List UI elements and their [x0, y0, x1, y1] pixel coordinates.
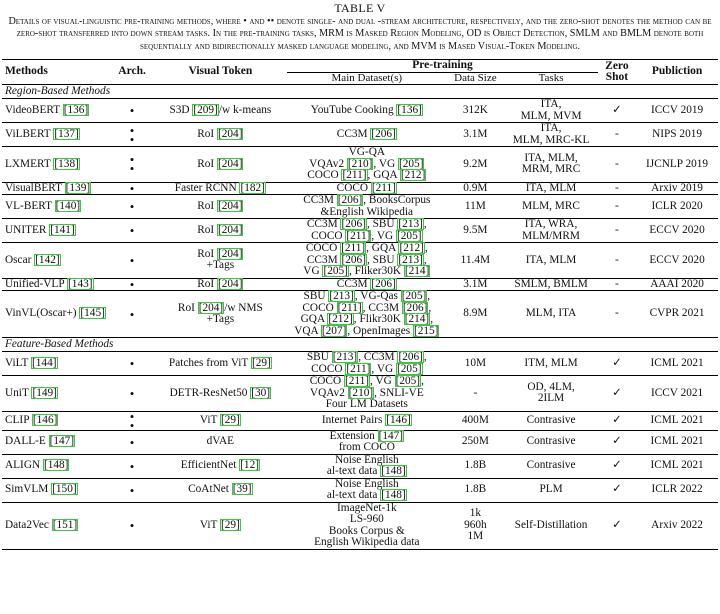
citation-ref[interactable]: [210]: [348, 386, 374, 399]
visual-token-cell: ViT [29]: [153, 502, 287, 549]
zero-shot-cell: ✓: [598, 99, 637, 123]
dataset-cell: SBU [213], CC3M [206], COCO [211], VG [205]: [287, 352, 446, 376]
citation-ref[interactable]: [148]: [43, 459, 69, 472]
citation-ref[interactable]: [205]: [399, 157, 424, 170]
data-size-cell: 1k 960h 1M: [446, 502, 504, 549]
dataset-cell: Noise English al-text data [148]: [287, 454, 446, 478]
publication-cell: ICML 2021: [636, 430, 718, 454]
arch-cell: •: [111, 278, 154, 291]
zero-shot-cell: -: [598, 195, 637, 219]
publication-cell: Arxiv 2019: [636, 182, 718, 195]
data-size-cell: 10M: [446, 352, 504, 376]
publication-cell: NIPS 2019: [636, 123, 718, 147]
citation-ref[interactable]: [205]: [323, 265, 348, 278]
tasks-cell: ITA, MLM, MRM, MRC: [504, 147, 597, 183]
visual-token-cell: RoI [204]: [153, 195, 287, 219]
table-row: [2, 123, 718, 147]
visual-token-cell: RoI [204]: [153, 219, 287, 243]
tasks-cell: PLM: [504, 478, 597, 502]
visual-token-cell: ViT [29]: [153, 411, 287, 430]
zero-shot-cell: ✓: [598, 454, 637, 478]
citation-ref[interactable]: [29]: [221, 518, 240, 531]
dataset-cell: SBU [213], VG-Qas [205], COCO [211], CC3M [206], GQA [212], Flikr30K [214], VQA [207], OpenImages [215]: [287, 291, 446, 338]
data-size-cell: 9.5M: [446, 219, 504, 243]
arch-cell: •: [111, 243, 154, 279]
citation-ref[interactable]: [150]: [52, 483, 77, 496]
citation-ref[interactable]: [211]: [346, 362, 371, 375]
col-publication: Publiction: [651, 65, 703, 78]
table-row: [2, 430, 718, 454]
method-cell: CLIP [146]: [2, 411, 111, 430]
citation-ref[interactable]: [212]: [399, 242, 424, 255]
zero-shot-cell: -: [598, 278, 637, 291]
citation-ref[interactable]: [151]: [52, 518, 78, 531]
visual-token-cell: DETR-ResNet50 [30]: [153, 376, 287, 412]
arch-cell: •: [111, 352, 154, 376]
dataset-cell: CC3M [206], BooksCorpus &English Wikipedia: [287, 195, 446, 219]
col-data-size: Data Size: [454, 71, 497, 84]
citation-ref[interactable]: [204]: [218, 127, 243, 140]
citation-ref[interactable]: [214]: [404, 313, 430, 326]
arch-cell: • •: [111, 411, 154, 430]
table-row: [2, 147, 718, 183]
data-size-cell: 3.1M: [446, 123, 504, 147]
col-main-dataset: Main Dataset(s): [331, 71, 403, 84]
data-size-cell: 400M: [446, 411, 504, 430]
dataset-cell: COCO [211], VG [205], VQAv2 [210], SNLI-VE Four LM Datasets: [287, 376, 446, 412]
citation-ref[interactable]: [30]: [251, 386, 271, 399]
citation-ref[interactable]: [142]: [35, 253, 60, 266]
visual-token-cell: RoI [204] +Tags: [153, 243, 287, 279]
citation-ref[interactable]: [29]: [221, 413, 240, 426]
arch-cell: • •: [111, 147, 154, 183]
table-row: [2, 376, 718, 412]
data-size-cell: 250M: [446, 430, 504, 454]
dataset-cell: CC3M [206], SBU [213], COCO [211], VG [205]: [287, 219, 446, 243]
arch-cell: •: [111, 454, 154, 478]
citation-ref[interactable]: [147]: [49, 435, 75, 448]
col-pretraining: Pre-training: [287, 60, 597, 73]
citation-ref[interactable]: [204]: [218, 247, 243, 260]
visual-token-cell: EfficientNet [12]: [153, 454, 287, 478]
table-row: [2, 278, 718, 291]
dataset-cell: COCO [211], GQA [212], CC3M [206], SBU [213], VG [205], Fliker30K [214]: [287, 243, 446, 279]
publication-cell: ICML 2021: [636, 411, 718, 430]
zero-shot-cell: -: [598, 182, 637, 195]
arch-cell: •: [111, 219, 154, 243]
citation-ref[interactable]: [204]: [218, 223, 243, 236]
citation-ref[interactable]: [206]: [341, 253, 366, 266]
visual-token-cell: dVAE: [153, 430, 287, 454]
visual-token-cell: RoI [204]: [153, 278, 287, 291]
citation-ref[interactable]: [139]: [65, 181, 91, 194]
table-row: [2, 502, 718, 549]
method-cell: LXMERT [138]: [2, 147, 111, 183]
method-cell: VL-BERT [140]: [2, 195, 111, 219]
citation-ref[interactable]: [204]: [218, 277, 243, 290]
tasks-cell: ITA, MLM, MRC-KL: [504, 123, 597, 147]
citation-ref[interactable]: [211]: [341, 242, 366, 255]
visual-token-cell: S3D [209]/w k-means: [153, 99, 287, 123]
tasks-cell: MLM, MRC: [504, 195, 597, 219]
table-row: [2, 182, 718, 195]
method-cell: Oscar [142]: [2, 243, 111, 279]
method-cell: Data2Vec [151]: [2, 502, 111, 549]
method-cell: Unified-VLP [143]: [2, 278, 111, 291]
citation-ref[interactable]: [182]: [240, 181, 265, 194]
zero-shot-cell: -: [598, 219, 637, 243]
citation-ref[interactable]: [205]: [397, 229, 422, 242]
citation-ref[interactable]: [211]: [337, 301, 362, 314]
citation-ref[interactable]: [12]: [240, 459, 259, 472]
col-tasks: Tasks: [538, 71, 564, 84]
citation-ref[interactable]: [144]: [32, 356, 57, 369]
publication-cell: ICCV 2021: [636, 376, 718, 412]
publication-cell: AAAI 2020: [636, 278, 718, 291]
tasks-cell: SMLM, BMLM: [504, 278, 597, 291]
tasks-cell: Contrasive: [504, 411, 597, 430]
citation-ref[interactable]: [206]: [402, 301, 428, 314]
col-arch: Arch.: [118, 65, 146, 78]
zero-shot-cell: ✓: [598, 411, 637, 430]
table-row: [2, 411, 718, 430]
section-header: [2, 338, 718, 352]
arch-cell: •: [111, 376, 154, 412]
vl-pretraining-table: [2, 59, 718, 550]
data-size-cell: 11M: [446, 195, 504, 219]
arch-cell: • •: [111, 123, 154, 147]
citation-ref[interactable]: [215]: [413, 324, 439, 337]
method-cell: UNITER [141]: [2, 219, 111, 243]
section-title: Feature-Based Methods: [2, 338, 718, 352]
method-cell: ALIGN [148]: [2, 454, 111, 478]
tasks-cell: OD, 4LM, 2ILM: [504, 376, 597, 412]
arch-cell: •: [111, 99, 154, 123]
arch-cell: •: [111, 182, 154, 195]
zero-shot-cell: ✓: [598, 352, 637, 376]
arch-cell: •: [111, 502, 154, 549]
tasks-cell: Self-Distillation: [504, 502, 597, 549]
dataset-cell: Extension [147] from COCO: [287, 430, 446, 454]
citation-ref[interactable]: [205]: [401, 290, 427, 303]
publication-cell: ECCV 2020: [636, 243, 718, 279]
method-cell: VinVL(Oscar+) [145]: [2, 291, 111, 338]
data-size-cell: 9.2M: [446, 147, 504, 183]
citation-ref[interactable]: [143]: [68, 277, 93, 290]
citation-ref[interactable]: [211]: [344, 375, 369, 388]
col-methods: Methods: [5, 65, 48, 78]
citation-ref[interactable]: [209]: [193, 103, 218, 116]
visual-token-cell: Faster RCNN [182]: [153, 182, 287, 195]
citation-ref[interactable]: [39]: [232, 483, 252, 496]
data-size-cell: 1.8B: [446, 454, 504, 478]
citation-ref[interactable]: [206]: [398, 351, 423, 364]
data-size-cell: 11.4M: [446, 243, 504, 279]
section-header: [2, 85, 718, 99]
publication-cell: ICLR 2022: [636, 478, 718, 502]
method-cell: SimVLM [150]: [2, 478, 111, 502]
method-cell: ViLBERT [137]: [2, 123, 111, 147]
col-visual-token: Visual Token: [188, 65, 253, 78]
data-size-cell: 3.1M: [446, 278, 504, 291]
citation-ref[interactable]: [29]: [251, 356, 271, 369]
zero-shot-cell: ✓: [598, 502, 637, 549]
publication-cell: ECCV 2020: [636, 219, 718, 243]
citation-ref[interactable]: [136]: [63, 103, 89, 116]
tasks-cell: ITM, MLM: [504, 352, 597, 376]
citation-ref[interactable]: [206]: [371, 127, 396, 140]
zero-shot-cell: -: [598, 147, 637, 183]
table-row: [2, 291, 718, 338]
visual-token-cell: RoI [204]/w NMS +Tags: [153, 291, 287, 338]
zero-shot-cell: ✓: [598, 430, 637, 454]
dataset-cell: VG-QA VQAv2 [210], VG [205] COCO [211], GQA [212]: [287, 147, 446, 183]
table-body: [2, 85, 718, 550]
citation-ref[interactable]: [137]: [54, 127, 79, 140]
tasks-cell: ITA, MLM: [504, 243, 597, 279]
table-row: [2, 195, 718, 219]
arch-cell: •: [111, 430, 154, 454]
zero-shot-cell: -: [598, 243, 637, 279]
citation-ref[interactable]: [149]: [32, 386, 57, 399]
dataset-cell: ImageNet-1k LS-960 Books Corpus & English Wikipedia data: [287, 502, 446, 549]
publication-cell: ICML 2021: [636, 454, 718, 478]
tasks-cell: Contrasive: [504, 430, 597, 454]
citation-ref[interactable]: [211]: [371, 181, 396, 194]
citation-ref[interactable]: [136]: [397, 103, 422, 116]
citation-ref[interactable]: [147]: [378, 429, 404, 442]
dataset-cell: Internet Pairs [146]: [287, 411, 446, 430]
citation-ref[interactable]: [148]: [381, 489, 406, 502]
dataset-cell: Noise English al-text data [148]: [287, 478, 446, 502]
citation-ref[interactable]: [207]: [321, 324, 347, 337]
citation-ref[interactable]: [206]: [371, 277, 396, 290]
arch-cell: •: [111, 195, 154, 219]
zero-shot-cell: ✓: [598, 376, 637, 412]
zero-shot-cell: -: [598, 123, 637, 147]
visual-token-cell: CoAtNet [39]: [153, 478, 287, 502]
citation-ref[interactable]: [211]: [346, 229, 371, 242]
publication-cell: ICCV 2019: [636, 99, 718, 123]
method-cell: UniT [149]: [2, 376, 111, 412]
citation-ref[interactable]: [206]: [337, 194, 363, 207]
citation-ref[interactable]: [140]: [55, 199, 81, 212]
dataset-cell: CC3M [206]: [287, 123, 446, 147]
data-size-cell: 0.9M: [446, 182, 504, 195]
citation-ref[interactable]: [141]: [50, 223, 75, 236]
caption-text: Details of visual-linguistic pre-training methods, where • and •• denote single- and dual -stream architecture, respectively, and the zero-shot denotes the method can be zero-shot transferred into down stream tasks. In the pre-training tasks, MRM is Masked Region Modeling, OD is Object Detection, SMLM and BMLM denote both sequentially and bidirectionally masked language modeling, and MVM is Mased Visual-Token Modeling.: [8, 16, 712, 52]
publication-cell: IJCNLP 2019: [636, 147, 718, 183]
table-title: TABLE V: [334, 1, 386, 15]
citation-ref[interactable]: [213]: [332, 351, 358, 364]
method-cell: VisualBERT [139]: [2, 182, 111, 195]
tasks-cell: Contrasive: [504, 454, 597, 478]
method-cell: VideoBERT [136]: [2, 99, 111, 123]
citation-ref[interactable]: [204]: [198, 301, 224, 314]
visual-token-cell: RoI [204]: [153, 123, 287, 147]
citation-ref[interactable]: [212]: [400, 169, 426, 182]
citation-ref[interactable]: [205]: [397, 362, 422, 375]
publication-cell: Arxiv 2022: [636, 502, 718, 549]
citation-ref[interactable]: [211]: [342, 169, 367, 182]
dataset-cell: YouTube Cooking [136]: [287, 99, 446, 123]
method-cell: DALL-E [147]: [2, 430, 111, 454]
citation-ref[interactable]: [206]: [341, 218, 366, 231]
citation-ref[interactable]: [212]: [328, 313, 353, 326]
arch-cell: •: [111, 291, 154, 338]
section-title: Region-Based Methods: [2, 85, 718, 99]
method-cell: ViLT [144]: [2, 352, 111, 376]
arch-cell: •: [111, 478, 154, 502]
citation-ref[interactable]: [204]: [218, 157, 243, 170]
publication-cell: ICML 2021: [636, 352, 718, 376]
data-size-cell: 8.9M: [446, 291, 504, 338]
publication-cell: ICLR 2020: [636, 195, 718, 219]
col-zero-shot: Zero Shot: [605, 59, 629, 84]
dataset-cell: COCO [211]: [287, 182, 446, 195]
table-row: [2, 478, 718, 502]
citation-ref[interactable]: [210]: [347, 157, 373, 170]
citation-ref[interactable]: [138]: [54, 157, 79, 170]
citation-ref[interactable]: [205]: [395, 375, 421, 388]
data-size-cell: -: [446, 376, 504, 412]
table-row: [2, 219, 718, 243]
citation-ref[interactable]: [145]: [80, 307, 105, 320]
table-caption: [0, 0, 720, 53]
tasks-cell: ITA, MLM, MVM: [504, 99, 597, 123]
citation-ref[interactable]: [204]: [218, 199, 243, 212]
visual-token-cell: Patches from ViT [29]: [153, 352, 287, 376]
publication-cell: CVPR 2021: [636, 291, 718, 338]
dataset-cell: CC3M [206]: [287, 278, 446, 291]
table-row: [2, 243, 718, 279]
tasks-cell: ITA, WRA, MLM/MRM: [504, 219, 597, 243]
citation-ref[interactable]: [214]: [404, 265, 430, 278]
tasks-cell: ITA, MLM: [504, 182, 597, 195]
citation-ref[interactable]: [148]: [381, 465, 406, 478]
table-row: [2, 352, 718, 376]
visual-token-cell: RoI [204]: [153, 147, 287, 183]
citation-ref[interactable]: [213]: [398, 218, 423, 231]
citation-ref[interactable]: [213]: [329, 290, 354, 303]
zero-shot-cell: -: [598, 291, 637, 338]
data-size-cell: 1.8B: [446, 478, 504, 502]
citation-ref[interactable]: [146]: [386, 413, 411, 426]
table-row: [2, 99, 718, 123]
table-row: [2, 454, 718, 478]
zero-shot-cell: ✓: [598, 478, 637, 502]
tasks-cell: MLM, ITA: [504, 291, 597, 338]
citation-ref[interactable]: [146]: [32, 413, 58, 426]
citation-ref[interactable]: [213]: [398, 253, 423, 266]
data-size-cell: 312K: [446, 99, 504, 123]
